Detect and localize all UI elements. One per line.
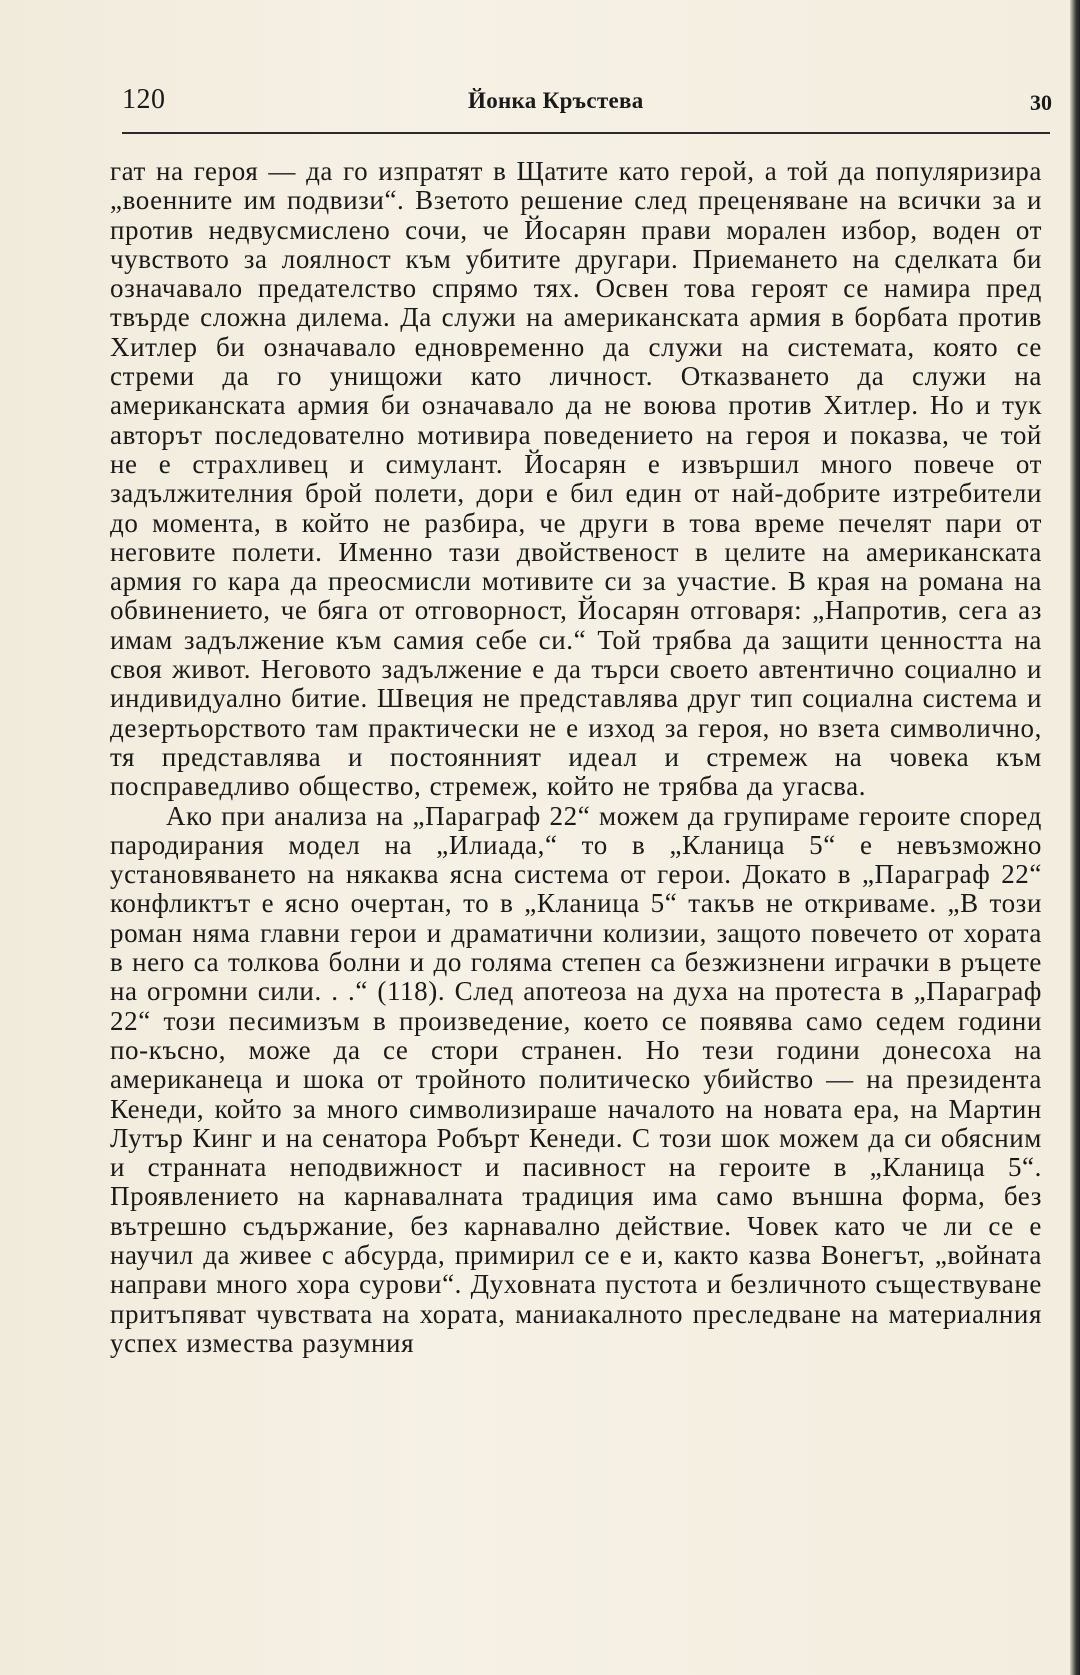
body-text	[110, 157, 1042, 1358]
page-edge-shadow	[1070, 0, 1080, 1675]
header-rule	[122, 132, 1050, 134]
page-number: 120	[122, 84, 166, 115]
running-title: Йонка Кръстева	[468, 88, 644, 113]
page-header	[122, 80, 1052, 120]
signature-mark: 30	[1030, 90, 1052, 115]
paragraph-2: Ако при анализа на „Параграф 22“ можем да групираме героите според пародирания модел на „Илиада,“ то в „Кланица 5“ е невъзможно установяването на някаква ясна система от герои. Докато в „Параграф 22“ конфликтът е ясно очертан, то в „Кланица 5“ такъв не откриваме. „В този роман няма главни герои и драматични колизии, защото повечето от хората в него са толкова болни и до голяма степен са безжизнени играчки в ръцете на огромни сили. . .“ (118). След апотеоза на духа на протеста в „Параграф 22“ този песимизъм в произведение, което се появява само седем години по-късно, може да се стори странен. Но тези години донесоха на американеца и шока от тройното политическо убийство — на президента Кенеди, който за много символизираше началото на новата ера, на Мартин Лутър Кинг и на сенатора Робърт Кенеди. С този шок можем да си обясним и странната неподвижност и пасивност на героите в „Кланица 5“. Проявлението на карнавалната традиция има само външна форма, без вътрешно съдържание, без карнавално действие. Човек като че ли се е научил да живее с абсурда, примирил се е и, както казва Вонегът, „войната направи много хора сурови“. Духовната пустота и безличното съществуване притъпяват чувствата на хората, маниакалното преследване на материалния успех измества разумния	[110, 800, 1042, 1358]
paragraph-1: гат на героя — да го изпратят в Щатите като герой, а той да популяризира „военните им подвизи“. Взетото решение след преценяване на всички за и против недвусмислено сочи, че Йосарян прави морален избор, воден от чувството за лоялност към убитите другари. Приемането на сделката би означавало предателство спрямо тях. Освен това героят се намира пред твърде сложна дилема. Да служи на американската армия в борбата против Хитлер би означавало едновременно да служи на системата, която се стреми да го унищожи като личност. Отказването да служи на американската армия би означавало да не воюва против Хитлер. Но и тук авторът последователно мотивира поведението на героя и показва, че той не е страхливец и симулант. Йосарян е извършил много повече от задължителния брой полети, дори е бил един от най-добрите изтребители до момента, в който не разбира, че други в това време печелят пари от неговите полети. Именно тази двойственост в целите на американската армия го кара да преосмисли мотивите си за участие. В края на романа на обвинението, че бяга от отговорност, Йосарян отговаря: „Напротив, сега аз имам задължение към самия себе си.“ Той трябва да защити ценността на своя живот. Неговото задължение е да търси своето автентично социално и индивидуално битие. Швеция не представлява друг тип социална система и дезертьорството там практически не е изход за героя, но взета символично, тя представлява и постоянният идеал и стремеж на човека към посправедливо общество, стремеж, който не трябва да угасва.	[110, 156, 1042, 802]
